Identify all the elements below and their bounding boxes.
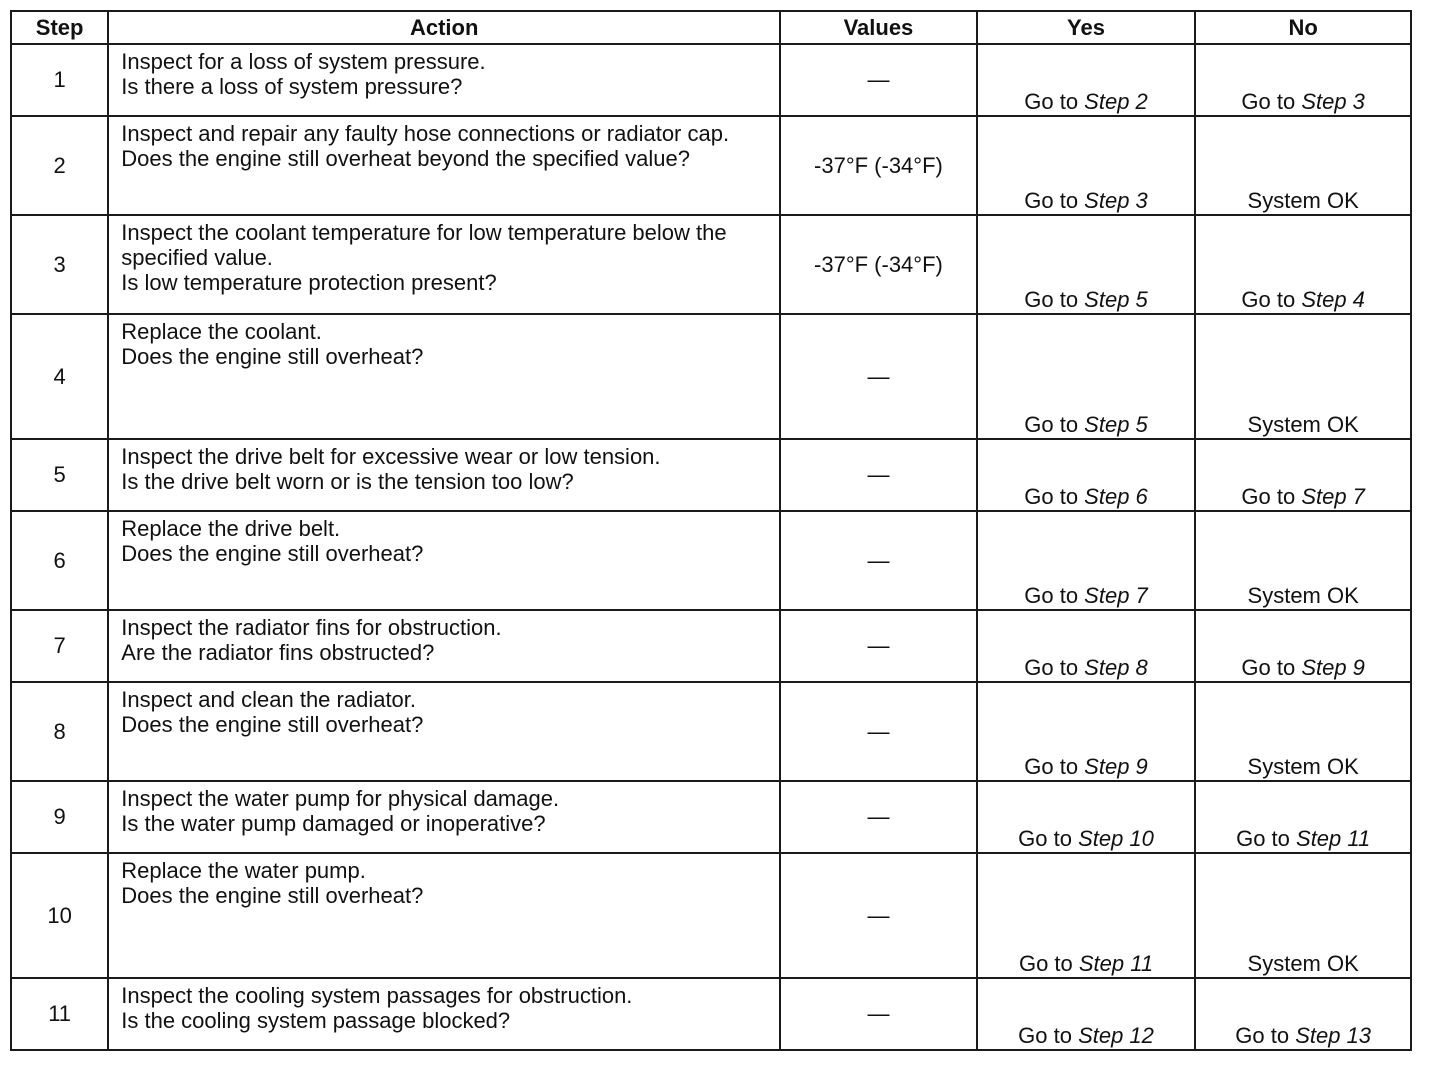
header-row — [11, 11, 1411, 44]
header-step: Step — [11, 11, 108, 44]
yes-step-link[interactable]: Step 10 — [1078, 826, 1154, 851]
yes-step-link[interactable]: Step 5 — [1084, 412, 1148, 437]
action-cell — [108, 853, 780, 978]
no-step-link[interactable]: Step 13 — [1295, 1023, 1372, 1048]
action-instruction: Replace the coolant. — [121, 319, 322, 344]
action-cell — [108, 610, 780, 682]
no-cell — [1195, 116, 1411, 215]
action-cell — [108, 511, 780, 610]
step-number: 1 — [11, 44, 108, 116]
table-row — [11, 610, 1411, 682]
no-step-link[interactable]: Step 7 — [1301, 484, 1365, 509]
yes-cell — [977, 215, 1196, 314]
values-cell: -37°F (-34°F) — [780, 215, 977, 314]
action-question: Is the cooling system passage blocked? — [121, 1008, 511, 1033]
no-cell — [1195, 314, 1411, 439]
values-cell: — — [780, 44, 977, 116]
table-row — [11, 116, 1411, 215]
table-row — [11, 44, 1411, 116]
no-prefix: System OK — [1247, 412, 1359, 437]
action-question: Does the engine still overheat beyond the specified value? — [121, 146, 690, 171]
action-cell — [108, 314, 780, 439]
step-number: 6 — [11, 511, 108, 610]
action-cell — [108, 439, 780, 511]
yes-step-link[interactable]: Step 12 — [1078, 1023, 1154, 1048]
values-cell: — — [780, 978, 977, 1050]
values-cell: — — [780, 781, 977, 853]
table-row — [11, 511, 1411, 610]
no-prefix: Go to — [1241, 655, 1302, 680]
action-cell — [108, 781, 780, 853]
values-cell: -37°F (-34°F) — [780, 116, 977, 215]
action-question: Does the engine still overheat? — [121, 541, 424, 566]
yes-prefix: Go to — [1024, 583, 1085, 608]
step-number: 2 — [11, 116, 108, 215]
yes-cell — [977, 853, 1196, 978]
action-cell — [108, 116, 780, 215]
no-step-link[interactable]: Step 4 — [1301, 287, 1365, 312]
no-cell — [1195, 511, 1411, 610]
table-row — [11, 314, 1411, 439]
values-cell: — — [780, 853, 977, 978]
action-instruction: Replace the water pump. — [121, 858, 366, 883]
action-instruction: Inspect the coolant temperature for low temperature below the specified value. — [121, 220, 727, 270]
step-number: 5 — [11, 439, 108, 511]
no-step-link[interactable]: Step 11 — [1296, 826, 1371, 851]
table-row — [11, 781, 1411, 853]
action-instruction: Inspect the cooling system passages for obstruction. — [121, 983, 633, 1008]
step-number: 4 — [11, 314, 108, 439]
yes-step-link[interactable]: Step 3 — [1084, 188, 1148, 213]
values-cell: — — [780, 314, 977, 439]
yes-step-link[interactable]: Step 11 — [1078, 951, 1154, 976]
table-row — [11, 682, 1411, 781]
action-instruction: Inspect the drive belt for excessive wear or low tension. — [121, 444, 661, 469]
values-cell: — — [780, 682, 977, 781]
no-prefix: Go to — [1241, 89, 1302, 114]
action-cell — [108, 682, 780, 781]
action-question: Does the engine still overheat? — [121, 712, 424, 737]
values-cell: — — [780, 511, 977, 610]
yes-cell — [977, 610, 1196, 682]
yes-cell — [977, 439, 1196, 511]
table-row — [11, 853, 1411, 978]
action-cell — [108, 215, 780, 314]
yes-cell — [977, 44, 1196, 116]
action-question: Is the drive belt worn or is the tension too low? — [121, 469, 574, 494]
step-number: 7 — [11, 610, 108, 682]
table-row — [11, 215, 1411, 314]
action-cell — [108, 978, 780, 1050]
header-values: Values — [780, 11, 977, 44]
yes-prefix: Go to — [1024, 89, 1085, 114]
no-cell — [1195, 682, 1411, 781]
no-prefix: Go to — [1236, 826, 1297, 851]
yes-prefix: Go to — [1024, 287, 1085, 312]
no-step-link[interactable]: Step 9 — [1301, 655, 1365, 680]
yes-prefix: Go to — [1018, 951, 1079, 976]
no-prefix: Go to — [1241, 287, 1302, 312]
action-question: Is the water pump damaged or inoperative? — [121, 811, 546, 836]
no-prefix: System OK — [1247, 951, 1359, 976]
no-prefix: System OK — [1247, 188, 1359, 213]
values-cell: — — [780, 439, 977, 511]
no-step-link[interactable]: Step 3 — [1301, 89, 1365, 114]
action-question: Does the engine still overheat? — [121, 883, 424, 908]
action-instruction: Inspect and repair any faulty hose connections or radiator cap. — [121, 121, 730, 146]
yes-prefix: Go to — [1024, 412, 1085, 437]
step-number: 10 — [11, 853, 108, 978]
action-question: Are the radiator fins obstructed? — [121, 640, 435, 665]
action-question: Is low temperature protection present? — [121, 270, 497, 295]
yes-prefix: Go to — [1024, 754, 1085, 779]
no-prefix: System OK — [1247, 754, 1359, 779]
header-yes: Yes — [977, 11, 1196, 44]
yes-cell — [977, 314, 1196, 439]
table-row — [11, 978, 1411, 1050]
yes-cell — [977, 978, 1196, 1050]
yes-cell — [977, 682, 1196, 781]
step-number: 9 — [11, 781, 108, 853]
yes-prefix: Go to — [1018, 826, 1079, 851]
table-row — [11, 439, 1411, 511]
action-instruction: Inspect the water pump for physical damage. — [121, 786, 560, 811]
yes-step-link[interactable]: Step 7 — [1084, 583, 1148, 608]
action-instruction: Inspect for a loss of system pressure. — [121, 49, 486, 74]
action-instruction: Inspect and clean the radiator. — [121, 687, 417, 712]
yes-prefix: Go to — [1018, 1023, 1079, 1048]
no-cell — [1195, 44, 1411, 116]
yes-step-link[interactable]: Step 8 — [1084, 655, 1148, 680]
yes-prefix: Go to — [1024, 188, 1085, 213]
action-question: Does the engine still overheat? — [121, 344, 424, 369]
yes-prefix: Go to — [1024, 655, 1085, 680]
yes-cell — [977, 511, 1196, 610]
header-no: No — [1195, 11, 1411, 44]
yes-step-link[interactable]: Step 2 — [1084, 89, 1148, 114]
no-prefix: System OK — [1247, 583, 1359, 608]
diagnostic-table — [10, 10, 1412, 1051]
header-action: Action — [108, 11, 780, 44]
yes-step-link[interactable]: Step 9 — [1084, 754, 1148, 779]
action-question: Is there a loss of system pressure? — [121, 74, 463, 99]
step-number: 8 — [11, 682, 108, 781]
no-cell — [1195, 781, 1411, 853]
yes-step-link[interactable]: Step 6 — [1084, 484, 1148, 509]
action-instruction: Inspect the radiator fins for obstruction. — [121, 615, 502, 640]
no-prefix: Go to — [1235, 1023, 1296, 1048]
values-cell: — — [780, 610, 977, 682]
no-cell — [1195, 853, 1411, 978]
step-number: 3 — [11, 215, 108, 314]
action-cell — [108, 44, 780, 116]
yes-cell — [977, 781, 1196, 853]
no-prefix: Go to — [1241, 484, 1302, 509]
no-cell — [1195, 610, 1411, 682]
step-number: 11 — [11, 978, 108, 1050]
yes-prefix: Go to — [1024, 484, 1085, 509]
yes-cell — [977, 116, 1196, 215]
action-instruction: Replace the drive belt. — [121, 516, 341, 541]
no-cell — [1195, 215, 1411, 314]
yes-step-link[interactable]: Step 5 — [1084, 287, 1148, 312]
no-cell — [1195, 978, 1411, 1050]
no-cell — [1195, 439, 1411, 511]
